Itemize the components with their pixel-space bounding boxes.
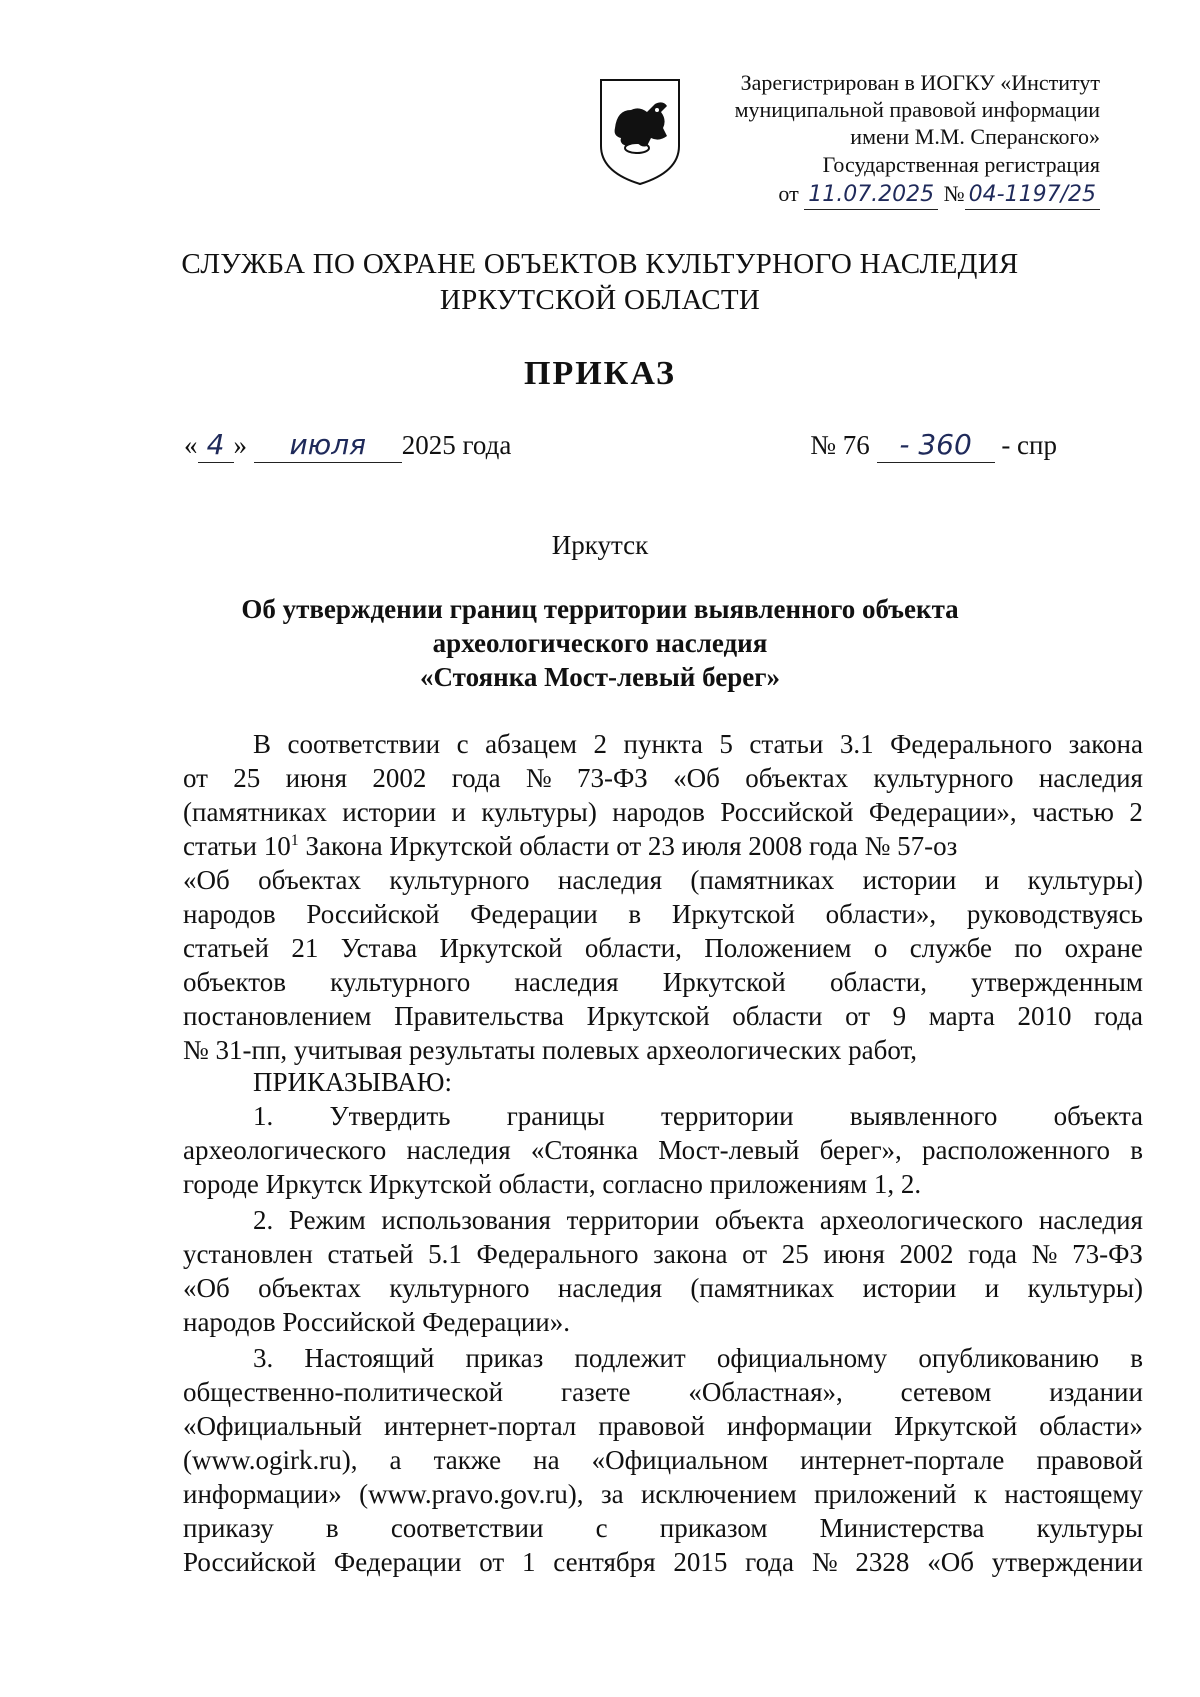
order-date <box>184 428 511 463</box>
body-line: 3. Настоящий приказ подлежит официальному опубликованию в <box>253 1343 1143 1373</box>
body-line: информации» (www.pravo.gov.ru), за исключением приложений к настоящему <box>183 1479 1143 1509</box>
body-line: установлен статьей 5.1 Федерального закона от 25 июня 2002 года № 73-ФЗ <box>183 1239 1143 1269</box>
body-line: (памятниках истории и культуры) народов Российской Федерации», частью 2 <box>183 797 1143 827</box>
registration-number-prefix: № <box>943 181 965 206</box>
body-line: городе Иркутск Иркутской области, согласно приложениям 1, 2. <box>183 1169 922 1199</box>
registration-line-4: Государственная регистрация <box>822 152 1100 177</box>
body-line: приказу в соответствии с приказом Министерства культуры <box>183 1513 1143 1543</box>
agency-name-line-1: СЛУЖБА ПО ОХРАНЕ ОБЪЕКТОВ КУЛЬТУРНОГО НАСЛЕДИЯ <box>181 248 1019 280</box>
date-open-quote: « <box>184 430 198 460</box>
body-line: 1. Утвердить границы территории выявленного объекта <box>253 1101 1143 1131</box>
registration-date-handwritten: 11.07.2025 <box>808 182 935 207</box>
order-number-handwritten: - 360 <box>899 428 972 461</box>
registration-number-handwritten: 04-1197/25 <box>968 182 1096 207</box>
superscript: 1 <box>290 832 299 849</box>
body-text: статьи 10 <box>183 831 291 861</box>
body-line: (www.ogirk.ru), а также на «Официальном интернет-портале правовой <box>183 1445 1143 1475</box>
body-line: народов Российской Федерации в Иркутской области», руководствуясь <box>183 899 1143 929</box>
body-line: объектов культурного наследия Иркутской области, утвержденным <box>183 967 1143 997</box>
body-line: 2. Режим использования территории объекта археологического наследия <box>253 1205 1143 1235</box>
body-line: от 25 июня 2002 года № 73-ФЗ «Об объектах культурного наследия <box>183 763 1143 793</box>
registration-date-prefix: от <box>778 181 799 206</box>
body-line: «Об объектах культурного наследия (памятниках истории и культуры) <box>183 1273 1143 1303</box>
document-type-title: ПРИКАЗ <box>524 355 676 392</box>
body-line: народов Российской Федерации». <box>183 1307 570 1337</box>
registration-date-row <box>778 180 1100 210</box>
body-line: В соответствии с абзацем 2 пункта 5 статьи 3.1 Федерального закона <box>253 729 1143 759</box>
order-year: 2025 года <box>401 430 512 460</box>
order-directive: ПРИКАЗЫВАЮ: <box>253 1067 452 1097</box>
body-line: археологического наследия «Стоянка Мост-левый берег», расположенного в <box>183 1135 1143 1165</box>
body-line: статьей 21 Устава Иркутской области, Положением о службе по охране <box>183 933 1143 963</box>
order-day-handwritten: 4 <box>206 428 225 461</box>
date-close-quote: » <box>233 430 247 460</box>
registration-line-2: муниципальной правовой информации <box>734 97 1100 122</box>
agency-name-line-2: ИРКУТСКОЙ ОБЛАСТИ <box>439 284 761 316</box>
body-line-with-superscript <box>183 830 1143 862</box>
coat-of-arms-icon <box>597 76 683 188</box>
order-month-handwritten: июля <box>289 428 366 461</box>
body-line: общественно-политической газете «Областная», сетевом издании <box>183 1377 1143 1407</box>
registration-line-1: Зарегистрирован в ИОГКУ «Институт <box>740 70 1100 95</box>
registration-line-3: имени М.М. Сперанского» <box>850 124 1100 149</box>
body-line: «Официальный интернет-портал правовой информации Иркутской области» <box>183 1411 1143 1441</box>
subject-line-2: археологического наследия <box>432 628 768 658</box>
city-name: Иркутск <box>551 530 649 560</box>
order-number-prefix: № 76 <box>810 430 870 460</box>
body-line: «Об объектах культурного наследия (памятниках истории и культуры) <box>183 865 1143 895</box>
body-line: Российской Федерации от 1 сентября 2015 года № 2328 «Об утверждении <box>183 1547 1143 1577</box>
body-line: № 31-пп, учитывая результаты полевых археологических работ, <box>183 1035 918 1065</box>
subject-line-1: Об утверждении границ территории выявленного объекта <box>241 594 959 624</box>
subject-line-3: «Стоянка Мост-левый берег» <box>420 662 780 692</box>
order-number-suffix: - спр <box>1001 430 1057 460</box>
body-text: Закона Иркутской области от 23 июля 2008 года № 57-оз <box>298 831 958 861</box>
body-line: постановлением Правительства Иркутской области от 9 марта 2010 года <box>183 1001 1143 1031</box>
order-number <box>810 428 1057 463</box>
